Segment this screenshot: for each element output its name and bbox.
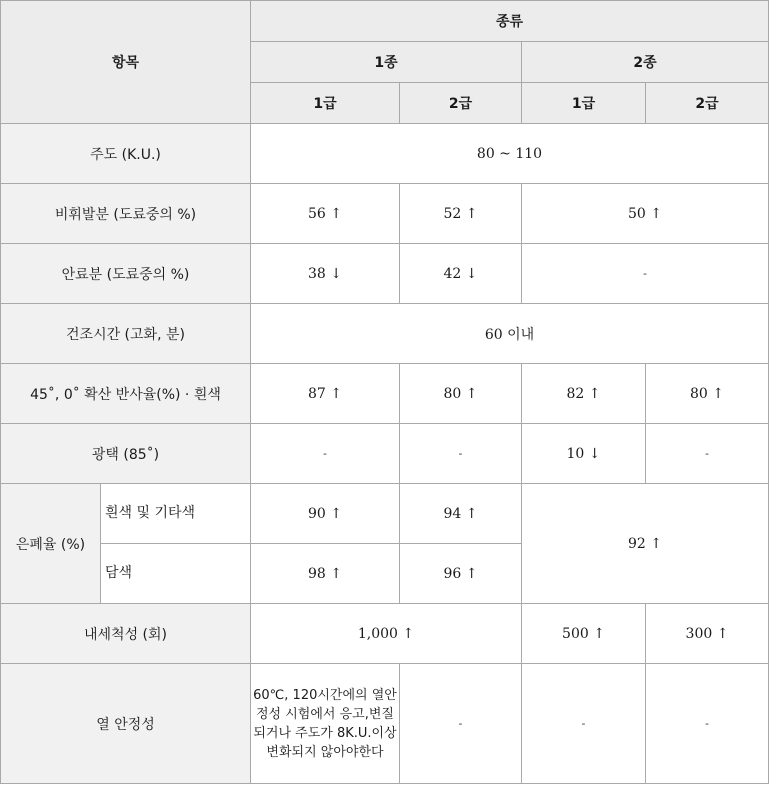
cell-type2-grade1: 10 ↓ [522, 424, 646, 484]
cell-type2: - [522, 244, 769, 304]
row-value: 60 이내 [251, 304, 769, 364]
cell-type1-grade2: - [400, 664, 522, 784]
row-hiding-white [1, 484, 769, 544]
header-type2-grade1: 1급 [522, 83, 646, 124]
row-value: 80 ~ 110 [251, 124, 769, 184]
cell-type1-grade1: 38 ↓ [251, 244, 400, 304]
row-label: 광택 (85˚) [1, 424, 251, 484]
cell-type1-grade1: 87 ↑ [251, 364, 400, 424]
row-label: 45˚, 0˚ 확산 반사율(%) · 흰색 [1, 364, 251, 424]
cell-type1-grade2: 42 ↓ [400, 244, 522, 304]
row-wash [1, 604, 769, 664]
cell-type2-grade1: 82 ↑ [522, 364, 646, 424]
row-heat [1, 664, 769, 784]
row-pigment [1, 244, 769, 304]
cell-type1-grade2: 80 ↑ [400, 364, 522, 424]
header-row-1 [1, 1, 769, 42]
row-label: 주도 (K.U.) [1, 124, 251, 184]
row-drying [1, 304, 769, 364]
row-label: 내세척성 (회) [1, 604, 251, 664]
row-viscosity [1, 124, 769, 184]
cell-type1-grade2: 96 ↑ [400, 544, 522, 604]
cell-type1-grade2: 52 ↑ [400, 184, 522, 244]
cell-type1-grade1: 98 ↑ [251, 544, 400, 604]
cell-type1-grade1: 90 ↑ [251, 484, 400, 544]
cell-type2-grade2: 80 ↑ [646, 364, 769, 424]
header-type1-grade2: 2급 [400, 83, 522, 124]
cell-type2-grade2: 300 ↑ [646, 604, 769, 664]
cell-type2: 92 ↑ [522, 484, 769, 604]
cell-type2-grade2: - [646, 664, 769, 784]
cell-type2-grade2: - [646, 424, 769, 484]
cell-type2: 50 ↑ [522, 184, 769, 244]
cell-type2-grade1: - [522, 664, 646, 784]
header-type1: 1종 [251, 42, 522, 83]
cell-type1-grade2: - [400, 424, 522, 484]
row-gloss [1, 424, 769, 484]
row-reflectance [1, 364, 769, 424]
sub-label-light: 담색 [101, 544, 251, 604]
header-kind: 종류 [251, 1, 769, 42]
row-label-hiding: 은폐율 (%) [1, 484, 101, 604]
cell-type1-grade1: - [251, 424, 400, 484]
header-type1-grade1: 1급 [251, 83, 400, 124]
row-label: 안료분 (도료중의 %) [1, 244, 251, 304]
header-item: 항목 [1, 1, 251, 124]
cell-type1-grade1: 56 ↑ [251, 184, 400, 244]
row-label: 건조시간 (고화, 분) [1, 304, 251, 364]
cell-type2-grade1: 500 ↑ [522, 604, 646, 664]
sub-label-white: 흰색 및 기타색 [101, 484, 251, 544]
cell-type1-grade2: 94 ↑ [400, 484, 522, 544]
cell-type1: 1,000 ↑ [251, 604, 522, 664]
header-type2-grade2: 2급 [646, 83, 769, 124]
header-type2: 2종 [522, 42, 769, 83]
row-nonvolatile [1, 184, 769, 244]
row-label: 비휘발분 (도료중의 %) [1, 184, 251, 244]
row-label: 열 안정성 [1, 664, 251, 784]
cell-type1-grade1: 60℃, 120시간에의 열안정성 시험에서 응고,변질되거나 주도가 8K.U.이상 변화되지 않아야한다 [251, 664, 400, 784]
